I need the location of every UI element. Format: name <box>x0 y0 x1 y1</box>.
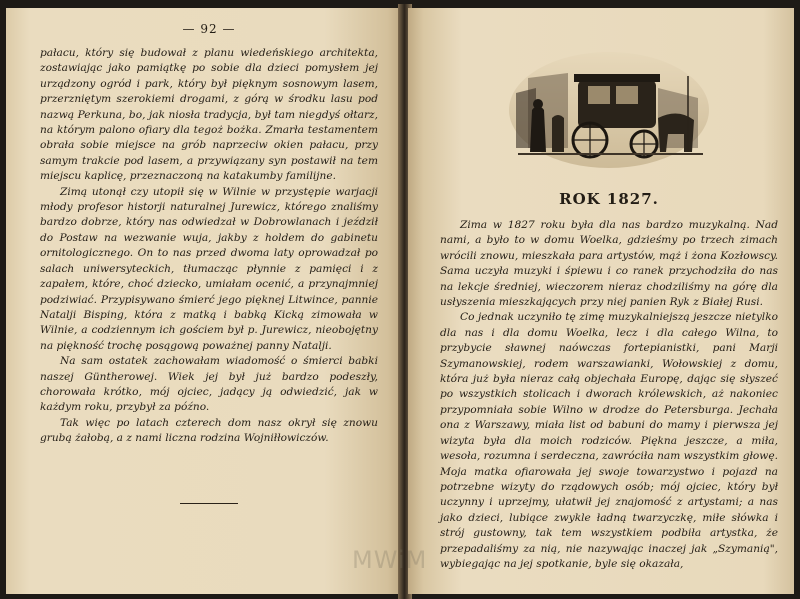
left-page <box>6 8 404 594</box>
chapter-heading: ROK 1827. <box>559 190 659 208</box>
carriage-illustration <box>508 48 710 168</box>
right-page <box>408 8 794 594</box>
paragraph: Na sam ostatek zachowałam wiadomość o śmierci babki naszej Güntherowej. Wiek jej był już bardzo podeszły, chorowała krótko, mój ojciec, jadący ją odwiedzić, jak w każdym roku, przybył za późno. <box>40 355 378 414</box>
paragraph: Zimą utonął czy utopił się w Wilnie w przystępie warjacji młody profesor historji naturalnej Jurewicz, którego znaliśmy bardzo dobrze, który nas odwiedzał w Dobrowlanach i jeździł do Postaw na wezwanie wuja, jakby z holdem do gabinetu ornitologicznego. On to nas przed dwoma laty oprowadzał po salach uniwersyteckich, tłumacząc płynnie z pamięci i z zapałem, które, choć dziecko, umiałam ocenić, a przynajmniej podziwiać. Przypisywano śmierć jego pięknej Litwince, pannie Natalji Bisping, która z matką i babką Kicką zimowała w Wilnie, a codziennym ich gościem był p. Jurewicz, nieobojętny na piękność trochę posągową poważnej panny Natalji. <box>40 185 378 352</box>
paragraph: Tak więc po latach czterech dom nasz okrył się znowu grubą żałobą, a z nami liczna rodzina Wojniłłowiczów. <box>40 416 378 445</box>
paragraph: Zima w 1827 roku była dla nas bardzo muzykalną. Nad nami, a było to w domu Woelka, gdzieśmy po trzech zimach wrócili znowu, mieszkała para artystów, mąż i żona Kozłowscy. Sama uczyła muzyki i śpiewu i co ranek przychodziła do nas na lekcje średniej, wieczorem nieraz chodziliśmy na górę dla usłyszenia mieszkających przy niej panien Ryk z Białej Rusi. <box>440 219 778 309</box>
left-page-text <box>40 46 378 447</box>
paragraph: pałacu, który się budował z planu wiedeńskiego architekta, zostawiając jako pamiątkę po sobie dla dzieci pomysłem jej urządzony ogród i park, który był pięknym sosnowym lasem, przerzniętym szerokiemi drogami, z górą w środku lasu pod nazwą Perkuna, bo, jak niosła tradycja, był tam niegdyś ołtarz, na którym palono ofiary dla tegoż bożka. Zmarła testamentem obrała sobie miejsce na grób naprzeciw okien pałacu, przy samym trakcie pod lasem, a przywiązany syn postawił na tem miejscu kaplicę, przeznaczoną na katakumby familijne. <box>40 47 378 183</box>
paragraph: Co jednak uczyniło tę zimę muzykalniejszą jeszcze nietylko dla nas i dla domu Woelka, lecz i dla całego Wilna, to przybycie sławnej naówczas fortepianistki, pani Marji Szymanowskiej, rodem warszawianki, Wołowskiej z domu, która już była nieraz całą objechała Europę, dając się słyszeć po wszystkich stolicach i dworach królewskich, aż nakoniec przypomniała sobie Wilno w drodze do Petersburga. Jechała ona z Warszawy, miała list od babuni do mamy i pierwsza jej wizyta była dla moich rodziców. Piękna jeszcze, a miła, wesoła, rozumna i serdeczna, zawróciła nam wszystkim głowę. Moja matka ofiarowała jej swoje towarzystwo i pojazd na potrzebne wizyty do rządowych osób; mój ojciec, który był uczynny i uprzejmy, ułatwił jej znajomość z artystami; a nas jako dzieci, lubiące zwykle ładną twarzyczkę, miłe słówka i strój gustowny, tak tem wszystkiem podbiła artystka, że przepadaliśmy za nią, nie nazywając inaczej jak „Szymanią", wybiegając na jej spotkanie, byle się okazała, <box>440 311 778 570</box>
watermark: MWiM <box>352 546 428 574</box>
right-page-text <box>440 218 778 572</box>
section-divider <box>180 503 238 504</box>
page-number: — 92 — <box>182 22 236 36</box>
